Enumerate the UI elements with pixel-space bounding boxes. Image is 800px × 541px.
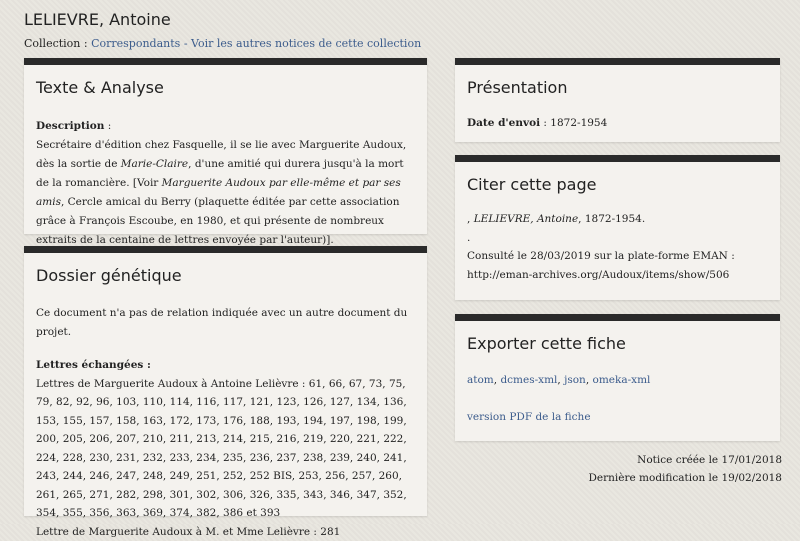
citer-card — [455, 155, 780, 300]
export-json-link[interactable]: json — [564, 374, 586, 386]
notice-modified: Dernière modification le 19/02/2018 — [589, 472, 783, 484]
description-colon: : — [108, 120, 112, 132]
citer-heading: Citer cette page — [467, 175, 768, 194]
comma: , — [557, 374, 564, 386]
cite-name: LELIEVRE, Antoine — [474, 213, 578, 225]
export-omeka-xml-link[interactable]: omeka-xml — [593, 374, 651, 386]
exporter-card — [455, 314, 780, 441]
description-text — [36, 136, 415, 250]
page-title: LELIEVRE, Antoine — [24, 10, 171, 29]
collection-link[interactable]: Correspondants — [91, 37, 180, 50]
cite-suffix: , 1872-1954. — [578, 213, 645, 225]
description-part: , Cercle amical du Berry (plaquette éditée par cette association grâce à François Escoube, en 1980, et qui présente de nombreux extraits de la centaine de lettres envoyée par l'auteur)]. — [36, 196, 400, 246]
no-relation-text: Ce document n'a pas de relation indiquée avec un autre document du projet. — [36, 304, 415, 342]
presentation-card — [455, 58, 780, 142]
export-pdf-link[interactable]: version PDF de la fiche — [467, 411, 591, 423]
comma: , — [494, 374, 501, 386]
exporter-heading: Exporter cette fiche — [467, 334, 768, 353]
export-formats — [467, 371, 768, 390]
lettres-list: Lettres de Marguerite Audoux à Antoine Lelièvre : 61, 66, 67, 73, 75, 79, 82, 92, 96, 103, 110, 114, 116, 117, 121, 123, 126, 127, 134, 136, 153, 155, 157, 158, 163, 172, 173, 176, 188, 193, 194, 197, 198, 199, 200, 205, 206, 207, 210, 211, 213, 214, 215, 216, 219, 220, 221, 222, 224, 228, 230, 231, 232, 233, 234, 235, 236, 237, 238, 239, 240, 241, 243, 244, 246, 247, 248, 249, 251, 252, 252 BIS, 253, 256, 257, 260, 261, 265, 271, 282, 298, 301, 302, 306, 326, 335, 343, 346, 347, 352, 354, 355, 356, 363, 369, 374, 382, 386 et 393 — [36, 375, 415, 523]
presentation-heading: Présentation — [467, 78, 768, 97]
comma: , — [586, 374, 593, 386]
date-colon: : — [543, 117, 547, 129]
lettres-list-2: Lettre de Marguerite Audoux à M. et Mme Lelièvre : 281 — [36, 523, 415, 541]
dossier-genetique-card — [24, 246, 427, 516]
texte-analyse-heading: Texte & Analyse — [36, 78, 415, 97]
separator: - — [184, 37, 188, 50]
description-part: , d'une amitié qui durera jusqu'à la mort de la romancière. [Voir — [36, 158, 404, 189]
consulted-text: Consulté le 28/03/2019 sur la plate-forme EMAN : — [467, 247, 768, 266]
other-notices-link[interactable]: Voir les autres notices de cette collection — [191, 37, 421, 50]
export-dcmes-xml-link[interactable]: dcmes-xml — [500, 374, 557, 386]
date-envoi-line — [467, 114, 768, 133]
cite-line — [467, 210, 768, 229]
notice-created: Notice créée le 17/01/2018 — [637, 454, 782, 466]
description-book-italic: Marguerite Audoux par elle-même et par ses amis — [36, 177, 401, 208]
export-atom-link[interactable]: atom — [467, 374, 494, 386]
date-value: 1872-1954 — [550, 117, 607, 129]
description-title-italic: Marie-Claire — [121, 158, 188, 170]
collection-line — [24, 37, 421, 50]
dossier-heading: Dossier génétique — [36, 266, 415, 285]
collection-label: Collection : — [24, 37, 88, 50]
cite-dot: . — [467, 229, 768, 248]
description-block — [36, 117, 415, 250]
cite-prefix: , — [467, 213, 474, 225]
cite-url: http://eman-archives.org/Audoux/items/show/506 — [467, 266, 768, 285]
description-label: Description — [36, 120, 104, 132]
date-label: Date d'envoi — [467, 117, 540, 129]
description-part: Secrétaire d'édition chez Fasquelle, il se lie avec Marguerite Audoux, dès la sortie de — [36, 139, 406, 170]
lettres-label: Lettres échangées : — [36, 356, 415, 375]
texte-analyse-card — [24, 58, 427, 234]
